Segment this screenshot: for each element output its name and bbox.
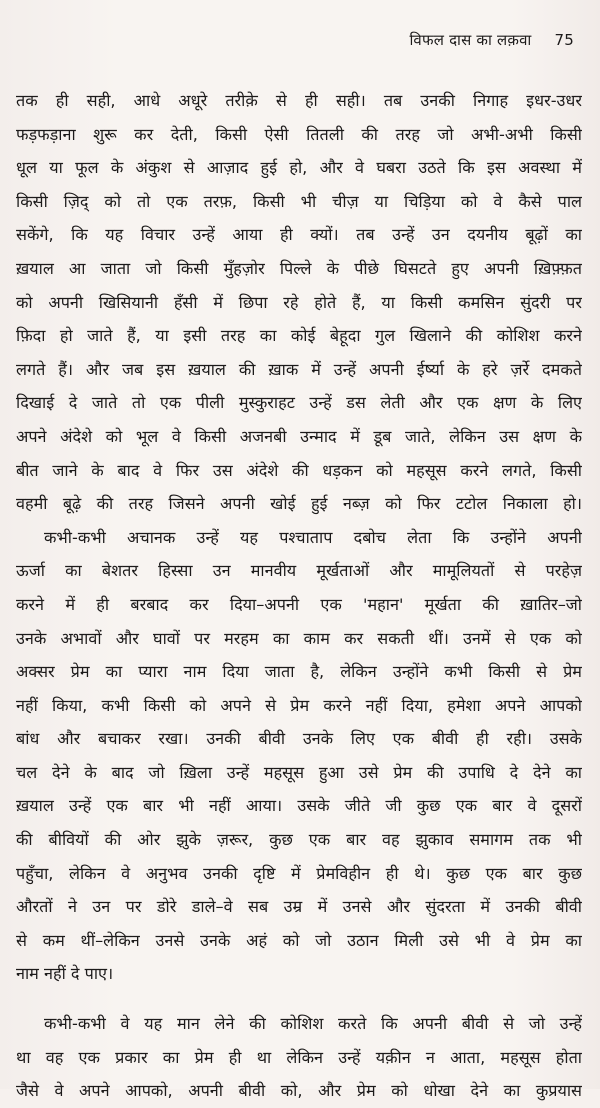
text-line: पहुँचा, लेकिन वे अनुभव उनकी दृष्टि में प्रेमविहीन ही थे। कुछ एक बार कुछ [16,863,582,883]
text-line: नहीं किया, कभी किसी को अपने से प्रेम करने नहीं दिया, हमेशा अपने आपको [16,695,582,715]
text-line: लगते हैं। और जब इस ख़याल की ख़ाक में उन्हें अपनी ईर्ष्या के हरे ज़र्रे दमकते [16,359,582,379]
text-line: चल देने के बाद जो ख़िला उन्हें महसूस हुआ उसे प्रेम की उपाधि दे देने का [16,762,582,782]
running-header [410,30,574,50]
paragraph-gap [16,991,582,1007]
text-line: औरतों ने उन पर डोरे डाले–वे सब उम्र में उनसे और सुंदरता में उनकी बीवी [16,897,582,917]
text-line: करने में ही बरबाद कर दिया–अपनी एक 'महान' मूर्खता की ख़ातिर–जो [16,594,582,614]
paragraph [16,521,582,991]
text-line: जैसे वे अपने आपको, अपनी बीवी को, और प्रेम को धोखा देने का कुप्रयास [16,1081,582,1101]
text-line: अपने अंदेशे को भूल वे किसी अजनबी उन्माद में डूब जाते, लेकिन उस क्षण के [16,426,582,446]
body-text [16,84,582,1108]
text-line: उनके अभावों और घावों पर मरहम का काम कर सकती थीं। उनमें से एक को [16,628,582,648]
text-line: था वह एक प्रकार का प्रेम ही था लेकिन उन्हें यक़ीन न आता, महसूस होता [16,1047,582,1067]
text-line: अक्सर प्रेम का प्यारा नाम दिया जाता है, लेकिन उन्होंने कभी किसी से प्रेम [16,662,582,682]
text-line: बांध और बचाकर रखा। उनकी बीवी उनके लिए एक बीवी ही रही। उसके [16,729,582,749]
text-line: को अपनी खिसियानी हँसी में छिपा रहे होते हैं, या किसी कमसिन सुंदरी पर [16,292,582,312]
text-line: से कम थीं–लेकिन उनसे उनके अहं को जो उठान मिली उसे भी वे प्रेम का [16,930,582,950]
text-line: किसी ज़िद् को तो एक तरफ़, किसी भी चीज़ या चिड़िया को वे कैसे पाल [16,191,582,211]
text-line: कभी-कभी वे यह मान लेने की कोशिश करते कि अपनी बीवी से जो उन्हें [44,1014,582,1034]
text-line: ख़याल आ जाता जो किसी मुँहज़ोर पिल्ले के पीछे घिसटते हुए अपनी ख़िफ़्फ़त [16,258,582,278]
paragraph [16,84,582,521]
text-line: ख़याल उन्हें एक बार भी नहीं आया। उसके जीते जी कुछ एक बार वे दूसरों [16,796,582,816]
text-line: कभी-कभी अचानक उन्हें यह पश्चाताप दबोच लेता कि उन्होंने अपनी [44,527,582,547]
text-line: नाम नहीं दे पाए। [16,964,114,984]
text-line: तक ही सही, आधे अधूरे तरीक़े से ही सही। तब उनकी निगाह इधर-उधर [16,91,582,110]
text-line: सकेंगे, कि यह विचार उन्हें आया ही क्यों। तब उन्हें उन दयनीय बूढ़ों का [16,225,582,245]
text-line: बीत जाने के बाद वे फिर उस अंदेशे की धड़कन को महसूस करने लगते, किसी [16,460,582,480]
text-line: ऊर्जा का बेशतर हिस्सा उन मानवीय मूर्खताओं और मामूलियतों से परहेज़ [16,561,582,581]
text-line: धूल या फूल के अंकुश से आज़ाद हुई हो, और वे घबरा उठते कि इस अवस्था में [16,158,582,178]
text-line: दिखाई दे जाते तो एक पीली मुस्कुराहट उन्हें डस लेती और एक क्षण के लिए [16,393,582,413]
chapter-title: विफल दास का लक़वा [409,31,532,49]
text-line: फड़फड़ाना शुरू कर देती, किसी ऐसी तितली की तरह जो अभी-अभी किसी [16,124,582,144]
text-line: फ़िदा हो जाते हैं, या इसी तरह का कोई बेहूदा गुल खिलाने की कोशिश करने [16,326,582,346]
paragraph [16,1007,582,1108]
page-number: 75 [554,31,574,49]
text-line: वहमी बूढ़े की तरह जिसने अपनी खोई हुई नब्ज़ को फिर टटोल निकाला हो। [16,494,582,514]
text-line: की बीवियों की ओर झुके ज़रूर, कुछ एक बार वह झुकाव समागम तक भी [16,830,582,850]
